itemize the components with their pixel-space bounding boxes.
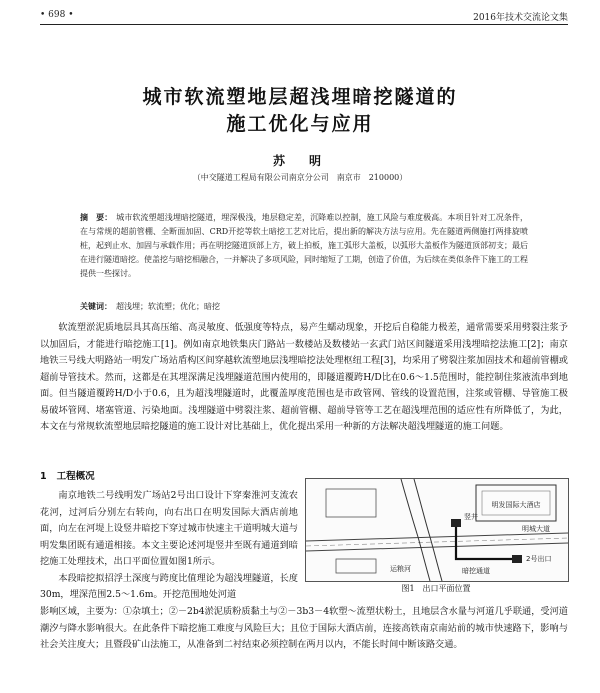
tunnel-passage [456, 523, 516, 559]
exit-mark [512, 555, 522, 563]
shaft-mark [451, 519, 461, 527]
label-exit: 2号出口 [526, 555, 552, 563]
label-road: 明城大道 [522, 525, 550, 533]
page-header [40, 8, 568, 25]
road-centerline [306, 538, 568, 546]
label-passage: 暗挖通道 [462, 567, 490, 575]
label-river: 运粮河 [390, 565, 411, 573]
paper-title [50, 84, 550, 138]
section-title: 工程概况 [56, 471, 95, 482]
project-paragraph-continued: 影响区域，主要为：①杂填土；②－2b4淤泥质粉质黏土与②－3b3－4软塑～流塑状粉土，且地层含水量与河道几乎联通，受河道潮汐与降水影响很大。在此条件下暗挖施工难度与风险巨大；且位于国际大酒店前，连接高铁南京南站前的城市快速路下，影响与社会关注度大；且暨段矿山法施工，从准备到二衬结束必须控制在两月以内，不能长时间中断该路交通。 [40, 606, 568, 650]
abstract-label: 摘 要： [80, 212, 113, 222]
page-number: • 698 • [40, 10, 74, 20]
author-name: 苏 明 [272, 154, 327, 168]
keywords-text: 超浅埋；软流塑；优化；暗挖 [116, 302, 220, 311]
road-edge-lower [306, 543, 568, 551]
left-column [40, 488, 298, 604]
label-shaft: 竖井 [464, 513, 478, 521]
figure-caption: 图1 出口平面位置 [401, 584, 471, 593]
label-building: 明发国际大酒店 [491, 501, 541, 509]
author-affiliation: （中交隧道工程局有限公司南京分公司 南京市 210000） [192, 173, 408, 182]
road-edge-upper [306, 533, 568, 541]
abstract-text: 城市软流塑超浅埋暗挖隧道，埋深极浅，地层稳定差，沉降难以控制，施工风险与难度极高。本项目针对工况条件，在与常规的超前管棚、全断面加固、CRD开挖等软土暗挖工艺对比后，提出新的解决方法与应用。先在隧道两侧施打两排旋喷桩，起到止水、加固与承载作用；再在明挖隧道顶部上方，破上拍板，施工弧形大盖板，以弧形大盖板作为隧道顶部初支；最后在进行隧道暗挖。使盖挖与暗挖相融合，一并解决了多项风险，同时缩短了工期，创造了价值，为后续在类似条件下施工的工程提供一些探讨。 [80, 213, 528, 278]
journal-name: 2016年技术交流论文集 [473, 13, 568, 23]
project-paragraph-2: 本段暗挖拟招浮土深度与跨度比值理论为超浅埋隧道，长度30m，埋深范围2.5～1.6m。开挖范围地处河道 [40, 572, 298, 600]
keywords-label: 关键词： [80, 301, 112, 311]
abstract [80, 210, 528, 281]
left-building [326, 489, 376, 517]
keywords [80, 300, 528, 313]
bottom-building [336, 559, 376, 573]
site-plan-figure [305, 478, 569, 582]
section-heading [40, 468, 290, 482]
site-plan-drawing [306, 479, 568, 581]
title-line-2: 施工优化与应用 [226, 113, 374, 135]
title-line-1: 城市软流塑地层超浅埋暗挖隧道的 [142, 86, 458, 108]
river-bank-right [414, 479, 442, 581]
section-number: 1 [40, 471, 47, 482]
project-paragraph-1: 南京地铁二号线明发广场站2号出口设计下穿秦淮河支流农花河，过河后分别左右转向，向右出口在明发国际大酒店前地面，向左在河堤上设竖井暗挖下穿过城市快速主干道明城大道与明发集团既有通道相接。本文主要论述河堤竖井至既有通道到暗挖施工处理技术，出口平面位置如图1所示。 [40, 490, 298, 567]
introduction-paragraph: 软流塑淤泥质地层具其高压缩、高灵敏度、低强度等特点，易产生蠕动现象，开挖后自稳能力极差，通常需要采用劈裂注浆予以加固后，才能进行暗挖施工[1]。例如南京地铁集庆门路站一数楼站及数楼站一玄武门站区间隧道采用浅埋暗挖法施工[2]；南京地铁三号线大明路站一明发广场站盾构区间穿越软流塑地层浅埋暗挖法处理枢纽工程[3]，均采用了劈裂注浆加固技术和超前管棚或超前导管技术。然而，这都是在其埋深满足浅埋隧道范围内使用的，即隧道覆跨H/D比在0.6～1.5范围时，能控制住浆液流串到地面。但当隧道覆跨H/D小于0.6，且为超浅埋隧道时，此覆盖厚度范围也是市政管网、管线的设置范围，注浆或管棚、导管施工极易破坏管网、堵塞管道、污染地面。浅埋隧道中劈裂注浆、超前管棚、超前导管等工艺在超浅埋范围的适应性有所降低了，为此，本文在与常规软流塑地层暗挖隧道的施工设计对比基础上，优化提出采用一种新的方法解决超浅埋隧道的施工问题。 [40, 322, 568, 432]
